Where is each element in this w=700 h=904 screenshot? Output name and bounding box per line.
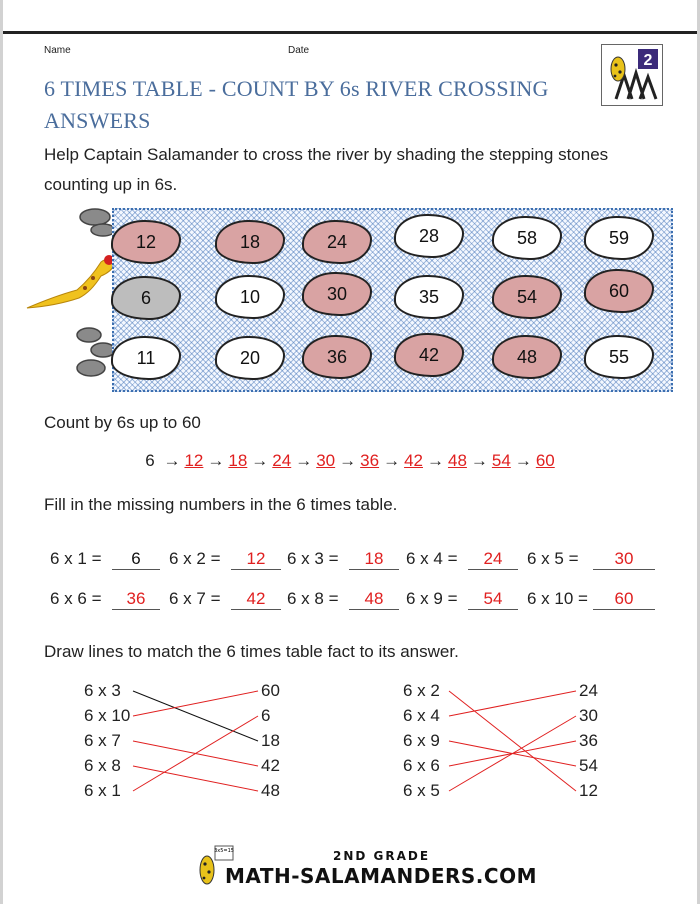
stepping-stone[interactable]: 11 <box>111 336 181 380</box>
arrow-icon: → <box>295 451 313 470</box>
answer-blank[interactable]: 36 <box>112 589 160 610</box>
fact-label: 6 x 7 = <box>169 589 221 608</box>
answer-blank[interactable]: 60 <box>593 589 655 610</box>
arrow-icon: → <box>251 451 269 470</box>
arrow-icon: → <box>383 451 401 470</box>
match-fact[interactable]: 6 x 9 <box>403 731 440 750</box>
match-fact[interactable]: 6 x 5 <box>403 781 440 800</box>
worksheet-page <box>3 0 697 904</box>
logo-number: 2 <box>643 52 653 69</box>
match-fact[interactable]: 6 x 3 <box>84 681 121 700</box>
arrow-icon: → <box>207 451 225 470</box>
fact-label: 6 x 8 = <box>287 589 339 608</box>
fact-label: 6 x 10 = <box>527 589 588 608</box>
match-fact[interactable]: 6 x 2 <box>403 681 440 700</box>
answer-blank[interactable]: 6 <box>112 549 160 570</box>
match-answer[interactable]: 48 <box>261 781 280 800</box>
sequence-answer: 30 <box>316 451 336 470</box>
footer-site: MATH-SALAMANDERS.COM <box>225 864 537 888</box>
intro-text: Help Captain Salamander to cross the river by shading the stepping stones counting up in 6s. <box>44 145 609 194</box>
stepping-stone[interactable]: 55 <box>584 335 654 379</box>
stepping-stone[interactable]: 6 <box>111 276 181 320</box>
fact-label: 6 x 5 = <box>527 549 579 568</box>
match-fact[interactable]: 6 x 1 <box>84 781 121 800</box>
answer-blank[interactable]: 18 <box>349 549 399 570</box>
fact-label: 6 x 2 = <box>169 549 221 568</box>
arrow-icon: → <box>163 451 181 470</box>
answer-blank[interactable]: 48 <box>349 589 399 610</box>
match-line <box>133 691 258 716</box>
stepping-stone[interactable]: 18 <box>215 220 285 264</box>
stepping-stone[interactable]: 48 <box>492 335 562 379</box>
fact-label: 6 x 4 = <box>406 549 458 568</box>
stepping-stone[interactable]: 58 <box>492 216 562 260</box>
name-label: Name <box>44 45 71 56</box>
stepping-stone[interactable]: 24 <box>302 220 372 264</box>
stepping-stone[interactable]: 20 <box>215 336 285 380</box>
sequence-answer: 54 <box>491 451 511 470</box>
stepping-stone[interactable]: 30 <box>302 272 372 316</box>
match-answer[interactable]: 60 <box>261 681 280 700</box>
match-line <box>133 766 258 791</box>
fact-label: 6 x 9 = <box>406 589 458 608</box>
match-fact[interactable]: 6 x 8 <box>84 756 121 775</box>
footer-grade: 2ND GRADE <box>333 849 431 863</box>
stepping-stone[interactable]: 10 <box>215 275 285 319</box>
match-answer[interactable]: 24 <box>579 681 598 700</box>
answer-blank[interactable]: 30 <box>593 549 655 570</box>
stepping-stone[interactable]: 36 <box>302 335 372 379</box>
sequence-answer: 36 <box>360 451 380 470</box>
match-line <box>133 691 258 741</box>
match-line <box>449 716 576 791</box>
match-answer[interactable]: 36 <box>579 731 598 750</box>
fact-label: 6 x 3 = <box>287 549 339 568</box>
match-answer[interactable]: 6 <box>261 706 271 725</box>
sequence-answer: 42 <box>404 451 423 470</box>
page-title: 6 TIMES TABLE - COUNT BY 6s RIVER CROSSING ANSWERS <box>44 76 549 133</box>
match-answer[interactable]: 30 <box>579 706 598 725</box>
sequence-answer: 24 <box>272 451 292 470</box>
arrow-icon: → <box>514 451 532 470</box>
match-answer[interactable]: 54 <box>579 756 598 775</box>
stepping-stone[interactable]: 54 <box>492 275 562 319</box>
sequence-answer: 60 <box>535 451 555 470</box>
match-fact[interactable]: 6 x 10 <box>84 706 131 725</box>
sequence-answer: 18 <box>228 451 248 470</box>
match-answer[interactable]: 42 <box>261 756 280 775</box>
arrow-icon: → <box>426 451 444 470</box>
arrow-icon: → <box>339 451 357 470</box>
stepping-stone[interactable]: 42 <box>394 333 464 377</box>
count-heading: Count by 6s up to 60 <box>44 413 201 432</box>
answer-blank[interactable]: 24 <box>468 549 518 570</box>
date-label: Date <box>288 45 310 56</box>
sequence-answer: 48 <box>447 451 467 470</box>
match-answer[interactable]: 18 <box>261 731 280 750</box>
match-line <box>449 691 576 716</box>
match-line <box>449 691 576 791</box>
fill-heading: Fill in the missing numbers in the 6 times table. <box>44 495 398 514</box>
match-fact[interactable]: 6 x 6 <box>403 756 440 775</box>
arrow-icon: → <box>470 451 488 470</box>
match-line <box>133 716 258 791</box>
stepping-stone[interactable]: 28 <box>394 214 464 258</box>
match-heading: Draw lines to match the 6 times table fact to its answer. <box>44 642 459 661</box>
stepping-stone[interactable]: 59 <box>584 216 654 260</box>
stepping-stone[interactable]: 60 <box>584 269 654 313</box>
stepping-stone[interactable]: 35 <box>394 275 464 319</box>
sequence-answer: 12 <box>184 451 204 470</box>
sequence-start: 6 <box>145 451 155 470</box>
fact-label: 6 x 6 = <box>50 589 102 608</box>
answer-blank[interactable]: 42 <box>231 589 281 610</box>
match-fact[interactable]: 6 x 4 <box>403 706 440 725</box>
answer-blank[interactable]: 12 <box>231 549 281 570</box>
match-answer[interactable]: 12 <box>579 781 598 800</box>
match-fact[interactable]: 6 x 7 <box>84 731 121 750</box>
footer-logo-sum: 3x5=15 <box>214 848 234 854</box>
fact-label: 6 x 1 = <box>50 549 102 568</box>
answer-blank[interactable]: 54 <box>468 589 518 610</box>
stepping-stone[interactable]: 12 <box>111 220 181 264</box>
